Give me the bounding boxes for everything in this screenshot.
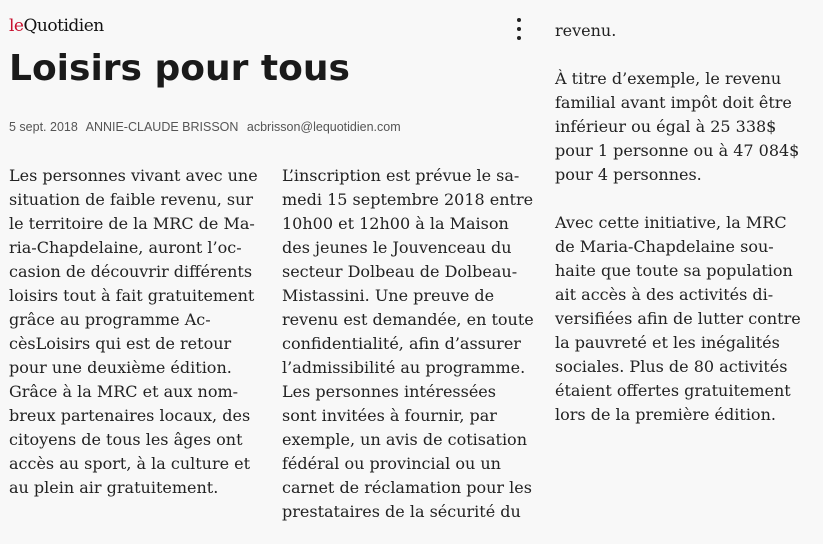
body-text-line: Les personnes intéressées (282, 382, 496, 401)
body-text-line: Mistassini. Une preuve de (282, 286, 495, 305)
body-text-line: familial avant impôt doit être (555, 93, 792, 112)
body-text-line: de Maria-Chapdelaine sou- (555, 237, 774, 256)
body-text-line: Avec cette initiative, la MRC (555, 213, 787, 232)
paragraph-break (555, 187, 800, 211)
body-text-line: accès au sport, à la culture et (9, 454, 251, 473)
body-text-line: lors de la première édition. (555, 405, 776, 424)
body-text-line: L’inscription est prévue le sa- (282, 166, 520, 185)
body-text-line: le territoire de la MRC de Ma- (9, 214, 255, 233)
article-date: 5 sept. 2018 (9, 120, 78, 134)
body-text-line: loisirs tout à fait gratuitement (9, 286, 255, 305)
body-text-line: breux partenaires locaux, des (9, 406, 251, 425)
menu-dot (517, 18, 521, 22)
body-text-line: étaient offertes gratuitement (555, 381, 791, 400)
byline (9, 120, 406, 134)
menu-dot (517, 27, 521, 31)
body-text-line: cèsLoisirs qui est de retour (9, 334, 232, 353)
paragraph-break (555, 43, 800, 67)
article-column-2 (282, 164, 534, 524)
body-text-line: ria-Chapdelaine, auront l’oc- (9, 238, 242, 257)
body-text-line: À titre d’exemple, le revenu (555, 69, 782, 88)
body-text-line: sont invitées à fournir, par (282, 406, 497, 425)
body-text-line: citoyens de tous les âges ont (9, 430, 243, 449)
body-text-line: haite que toute sa population (555, 261, 793, 280)
body-text-line: medi 15 septembre 2018 entre (282, 190, 534, 209)
body-text-line: 10h00 et 12h00 à la Maison (282, 214, 509, 233)
menu-dot (517, 36, 521, 40)
body-text-line: pour une deuxième édition. (9, 358, 232, 377)
logo-quotidien: Quotidien (23, 16, 104, 36)
body-text-line: Les personnes vivant avec une (9, 166, 258, 185)
body-text-line: situation de faible revenu, sur (9, 190, 254, 209)
body-text-line: carnet de réclamation pour les (282, 478, 532, 497)
article-author: ANNIE-CLAUDE BRISSON (85, 120, 239, 134)
body-text-line: versifiées afin de lutter contre (555, 309, 801, 328)
body-text-line: sociales. Plus de 80 activités (555, 357, 788, 376)
body-text-line: revenu. (555, 21, 617, 40)
body-text-line: confidentialité, afin d’assurer (282, 334, 521, 353)
body-text-line: grâce au programme Ac- (9, 310, 211, 329)
article-column-3 (555, 19, 800, 427)
body-text-line: casion de découvrir différents (9, 262, 253, 281)
body-text-line: l’admissibilité au programme. (282, 358, 526, 377)
body-text-line: prestataires de la sécurité du (282, 502, 521, 521)
body-text-line: exemple, un avis de cotisation (282, 430, 527, 449)
body-text-line: la pauvreté et les inégalités (555, 333, 780, 352)
logo-le: le (9, 16, 24, 36)
body-text-line: revenu est demandée, en toute (282, 310, 534, 329)
body-text-line: pour 1 personne ou à 47 084$ (555, 141, 800, 160)
article-title: Loisirs pour tous (9, 48, 350, 89)
article-column-1 (9, 164, 258, 500)
body-text-line: secteur Dolbeau de Dolbeau- (282, 262, 518, 281)
body-text-line: au plein air gratuitement. (9, 478, 219, 497)
body-text-line: inférieur ou égal à 25 338$ (555, 117, 777, 136)
body-text-line: fédéral ou provincial ou un (282, 454, 501, 473)
body-text-line: ait accès à des activités di- (555, 285, 774, 304)
body-text-line: Grâce à la MRC et aux nom- (9, 382, 239, 401)
publication-logo[interactable] (9, 16, 104, 36)
more-vertical-icon[interactable] (510, 18, 528, 40)
body-text-line: des jeunes le Jouvenceau du (282, 238, 512, 257)
author-email[interactable]: acbrisson@lequotidien.com (246, 120, 401, 134)
body-text-line: pour 4 personnes. (555, 165, 702, 184)
